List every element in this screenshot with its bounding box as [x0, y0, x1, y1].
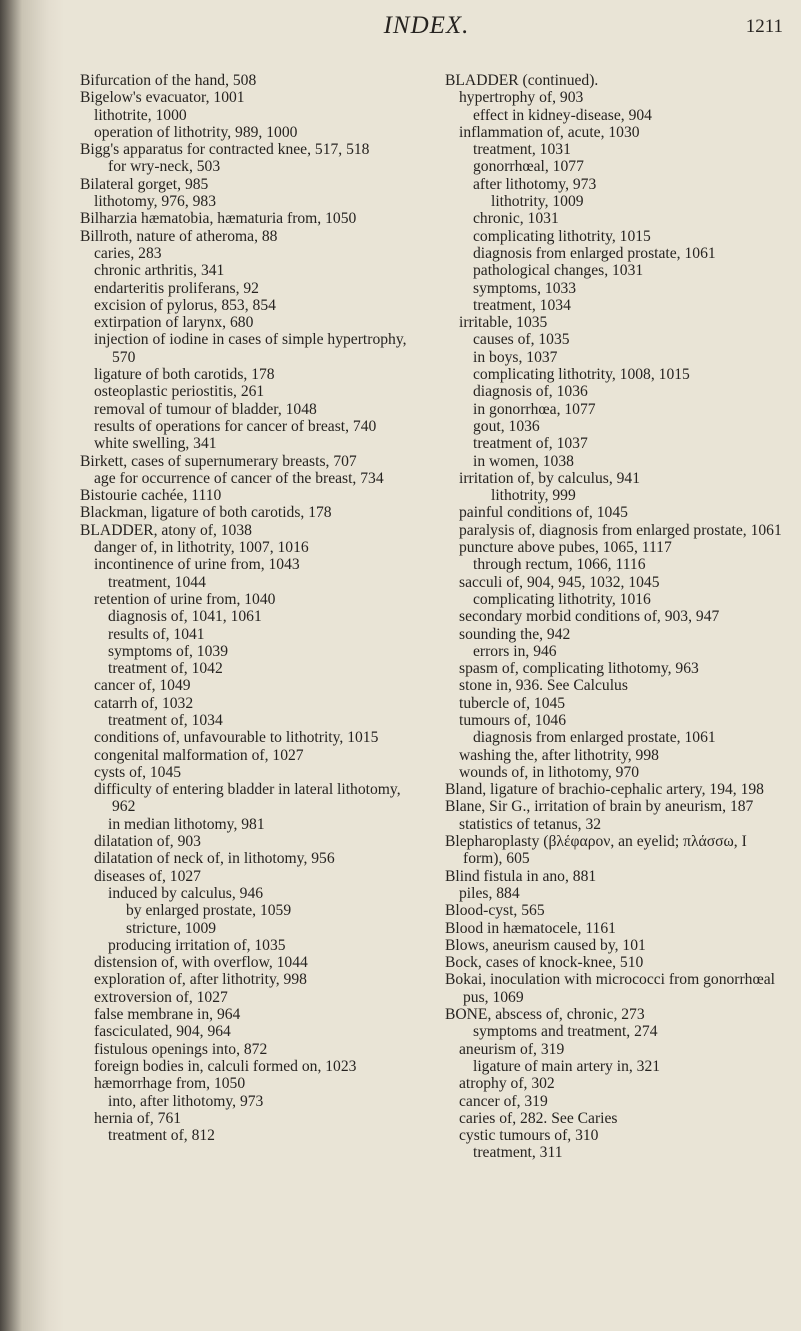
index-entry: pathological changes, 1031 [473, 262, 644, 280]
index-entry: treatment of, 1037 [473, 435, 588, 453]
index-entry: tubercle of, 1045 [459, 694, 566, 712]
index-entry: Bilateral gorget, 985 [80, 175, 209, 193]
index-entry: Blind fistula in ano, 881 [445, 867, 597, 885]
page-header [70, 10, 783, 50]
index-entry: ligature of main artery in, 321 [473, 1057, 661, 1075]
index-entry: catarrh of, 1032 [94, 694, 194, 712]
index-entry: Blane, Sir G., irritation of brain by aneurism, 187 [445, 798, 754, 816]
index-entry: inflammation of, acute, 1030 [459, 123, 640, 141]
index-entry: treatment, 311 [473, 1144, 563, 1162]
index-entry: diseases of, 1027 [94, 867, 201, 885]
index-entry: stone in, 936. See Calculus [459, 677, 628, 695]
index-entry: irritable, 1035 [459, 314, 548, 332]
index-entry: wounds of, in lithotomy, 970 [459, 763, 640, 781]
index-entry: washing the, after lithotrity, 998 [459, 746, 659, 764]
index-entry: extirpation of larynx, 680 [94, 314, 254, 332]
index-entry: treatment of, 1034 [108, 711, 223, 729]
index-entry: congenital malformation of, 1027 [94, 746, 304, 764]
index-entry: piles, 884 [459, 884, 520, 902]
index-entry: Blood in hæmatocele, 1161 [445, 919, 616, 937]
index-entry: into, after lithotomy, 973 [108, 1092, 264, 1110]
index-entry: through rectum, 1066, 1116 [473, 556, 646, 574]
index-entry: symptoms of, 1039 [108, 642, 228, 660]
index-entry: diagnosis from enlarged prostate, 1061 [473, 729, 716, 747]
index-entry: stricture, 1009 [126, 919, 217, 937]
index-entry: lithotrity, 1009 [491, 193, 584, 211]
index-entry: results of, 1041 [108, 625, 205, 643]
index-entry: atrophy of, 302 [459, 1075, 555, 1093]
index-entry: Blackman, ligature of both carotids, 178 [80, 504, 332, 522]
index-entry: Blood-cyst, 565 [445, 902, 545, 920]
index-entry: tumours of, 1046 [459, 711, 566, 729]
index-entry: difficulty of entering bladder in lateral lithotomy, 962 [94, 781, 401, 816]
index-entry: diagnosis of, 1041, 1061 [108, 608, 262, 626]
index-entry: dilatation of neck of, in lithotomy, 956 [94, 850, 335, 868]
index-entry: conditions of, unfavourable to lithotrity, 1015 [94, 729, 379, 747]
index-entry: lithotrity, 999 [491, 487, 576, 505]
index-entry: ligature of both carotids, 178 [94, 366, 275, 384]
index-entry: BLADDER (continued). [445, 72, 599, 89]
index-entry: excision of pylorus, 853, 854 [94, 296, 276, 314]
index-entry: painful conditions of, 1045 [459, 504, 628, 522]
index-entry: errors in, 946 [473, 642, 557, 660]
index-entry: effect in kidney-disease, 904 [473, 106, 652, 124]
index-entry: fasciculated, 904, 964 [94, 1023, 231, 1041]
index-entry: cancer of, 1049 [94, 677, 191, 695]
index-entry: statistics of tetanus, 32 [459, 815, 602, 833]
index-entry: sacculi of, 904, 945, 1032, 1045 [459, 573, 660, 591]
index-entry: removal of tumour of bladder, 1048 [94, 400, 317, 418]
index-entry: diagnosis of, 1036 [473, 383, 588, 401]
index-entry: exploration of, after lithotrity, 998 [94, 971, 307, 989]
index-entry: endarteritis proliferans, 92 [94, 279, 259, 297]
page-title: INDEX. [383, 12, 470, 39]
index-entry: for wry-neck, 503 [108, 158, 221, 176]
index-entry: aneurism of, 319 [459, 1040, 565, 1058]
index-entry: diagnosis from enlarged prostate, 1061 [473, 244, 716, 262]
index-entry: hæmorrhage from, 1050 [94, 1075, 246, 1093]
index-entry: symptoms, 1033 [473, 279, 577, 297]
index-entry: in median lithotomy, 981 [108, 815, 265, 833]
index-entry: puncture above pubes, 1065, 1117 [459, 539, 672, 557]
index-entry: cystic tumours of, 310 [459, 1127, 599, 1145]
page-binding-shadow [0, 0, 64, 1331]
index-entry: injection of iodine in cases of simple hypertrophy, 570 [94, 331, 407, 366]
index-entry: Bigg's apparatus for contracted knee, 517, 518 [80, 141, 370, 159]
index-entry: in women, 1038 [473, 452, 574, 470]
index-entry: distension of, with overflow, 1044 [94, 954, 308, 972]
index-entry: operation of lithotrity, 989, 1000 [94, 123, 298, 141]
index-entry: secondary morbid conditions of, 903, 947 [459, 608, 720, 626]
index-entry: hernia of, 761 [94, 1109, 182, 1127]
index-entry: irritation of, by calculus, 941 [459, 469, 641, 487]
index-entry: osteoplastic periostitis, 261 [94, 383, 265, 401]
index-entry: by enlarged prostate, 1059 [126, 902, 292, 920]
index-entry: Bokai, inoculation with micrococci from gonorrhœal pus, 1069 [445, 971, 775, 1006]
index-entry: chronic arthritis, 341 [94, 262, 225, 280]
index-entry: induced by calculus, 946 [108, 884, 264, 902]
index-entry: white swelling, 341 [94, 435, 217, 453]
index-entry: Bifurcation of the hand, 508 [80, 72, 257, 89]
index-column-left [80, 72, 425, 1144]
index-entry: retention of urine from, 1040 [94, 590, 276, 608]
index-entry: treatment, 1031 [473, 141, 571, 159]
index-entry: in gonorrhœa, 1077 [473, 400, 596, 418]
index-entry: Bigelow's evacuator, 1001 [80, 89, 245, 107]
index-entry: after lithotomy, 973 [473, 175, 597, 193]
index-entry: hypertrophy of, 903 [459, 89, 584, 107]
index-entry: Billroth, nature of atheroma, 88 [80, 227, 278, 245]
index-entry: complicating lithotrity, 1008, 1015 [473, 366, 690, 384]
index-entry: symptoms and treatment, 274 [473, 1023, 658, 1041]
index-entry: treatment, 1044 [108, 573, 206, 591]
index-entry: foreign bodies in, calculi formed on, 1023 [94, 1057, 357, 1075]
index-entry: Bistourie cachée, 1110 [80, 487, 222, 505]
index-entry: dilatation of, 903 [94, 833, 201, 851]
index-entry: cancer of, 319 [459, 1092, 548, 1110]
index-entry: incontinence of urine from, 1043 [94, 556, 300, 574]
index-entry: sounding the, 942 [459, 625, 571, 643]
index-entry: results of operations for cancer of breast, 740 [94, 417, 377, 435]
index-entry: cysts of, 1045 [94, 763, 182, 781]
index-entry: Blepharoplasty (βλέφαρον, an eyelid; πλάσσω, I form), 605 [445, 833, 747, 868]
index-entry: lithotomy, 976, 983 [94, 193, 217, 211]
index-entry: producing irritation of, 1035 [108, 936, 286, 954]
index-column-right [445, 72, 790, 1162]
index-entry: false membrane in, 964 [94, 1006, 241, 1024]
index-entry: Birkett, cases of supernumerary breasts, 707 [80, 452, 357, 470]
index-entry: caries of, 282. See Caries [459, 1109, 618, 1127]
index-entry: danger of, in lithotrity, 1007, 1016 [94, 539, 309, 557]
index-entry: treatment, 1034 [473, 296, 571, 314]
index-entry: causes of, 1035 [473, 331, 570, 349]
index-entry: lithotrite, 1000 [94, 106, 187, 124]
index-entry: Blows, aneurism caused by, 101 [445, 936, 646, 954]
index-entry: treatment of, 812 [108, 1127, 215, 1145]
index-entry: complicating lithotrity, 1015 [473, 227, 651, 245]
index-entry: chronic, 1031 [473, 210, 559, 228]
index-entry: in boys, 1037 [473, 348, 558, 366]
index-entry: fistulous openings into, 872 [94, 1040, 268, 1058]
index-entry: BLADDER, atony of, 1038 [80, 521, 252, 539]
index-entry: BONE, abscess of, chronic, 273 [445, 1006, 645, 1024]
index-entry: Bland, ligature of brachio-cephalic artery, 194, 198 [445, 781, 764, 799]
index-entry: Bock, cases of knock-knee, 510 [445, 954, 644, 972]
index-entry: extroversion of, 1027 [94, 988, 228, 1006]
index-entry: age for occurrence of cancer of the breast, 734 [94, 469, 384, 487]
index-entry: caries, 283 [94, 244, 162, 262]
page-number: 1211 [745, 16, 783, 37]
index-entry: gonorrhœal, 1077 [473, 158, 584, 176]
index-entry: gout, 1036 [473, 417, 540, 435]
index-entry: paralysis of, diagnosis from enlarged prostate, 1061 [459, 521, 782, 539]
index-entry: treatment of, 1042 [108, 660, 223, 678]
index-entry: spasm of, complicating lithotomy, 963 [459, 660, 699, 678]
index-entry: Bilharzia hæmatobia, hæmaturia from, 1050 [80, 210, 357, 228]
index-entry: complicating lithotrity, 1016 [473, 590, 651, 608]
